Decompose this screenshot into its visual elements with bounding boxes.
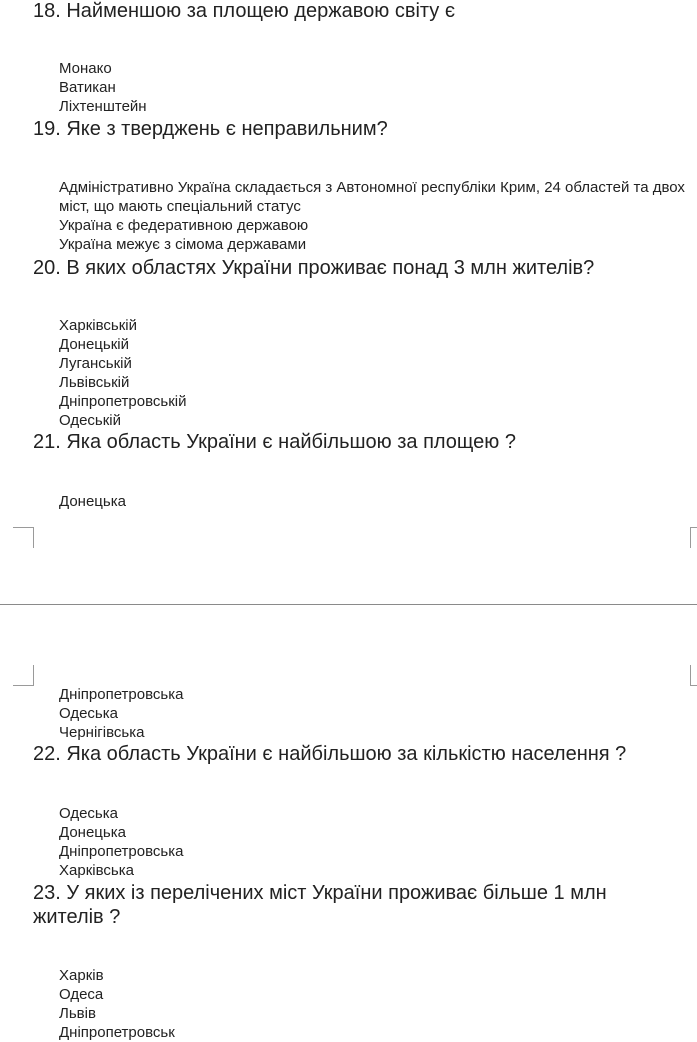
option: Чернігівська [59, 724, 145, 741]
question-19-options [59, 178, 693, 254]
option: Харківська [59, 862, 134, 879]
question-22-options [59, 804, 183, 880]
option: Ліхтенштейн [59, 98, 147, 115]
option: Донецькій [59, 336, 129, 353]
question-20-title: 20. В яких областях України проживає понад 3 млн жителів? [33, 257, 595, 279]
question-18-title: 18. Найменшою за площею державою світу є [33, 0, 456, 22]
question-19-title: 19. Яке з тверджень є неправильним? [33, 118, 388, 140]
question-18-options [59, 59, 147, 116]
question-21-title: 21. Яка область України є найбільшою за площею ? [33, 431, 516, 453]
option: Одеській [59, 412, 122, 429]
page-corner-mark [690, 665, 697, 686]
page-corner-mark [13, 527, 34, 548]
question-21-options-continued [59, 685, 183, 742]
question-21-options [59, 492, 126, 511]
option: Монако [59, 60, 112, 77]
option: Донецька [59, 493, 126, 510]
option: Одеська [59, 705, 118, 722]
page-corner-mark [690, 527, 697, 548]
option: Одеса [59, 986, 104, 1003]
question-20-options [59, 316, 187, 430]
option: Львів [59, 1005, 96, 1022]
option: Дніпропетровська [59, 686, 184, 703]
option: Одеська [59, 805, 118, 822]
option: Дніпропетровська [59, 843, 184, 860]
option: Донецька [59, 824, 126, 841]
page-corner-mark [13, 665, 34, 686]
question-23-options [59, 966, 175, 1042]
option: Дніпропетровськ [59, 1024, 175, 1041]
option: Ватикан [59, 79, 116, 96]
option: Харківській [59, 317, 137, 334]
option: Львівській [59, 374, 130, 391]
option: Адміністративно Україна складається з Автономної республіки Крим, 24 областей та двох міст, що мають спеціальний статус [59, 179, 685, 215]
option: Дніпропетровській [59, 393, 187, 410]
page-break-divider [0, 604, 697, 605]
option: Україна межує з сімома державами [59, 236, 307, 253]
question-23-title: 23. У яких із перелічених міст України проживає більше 1 млн жителів ? [33, 882, 607, 928]
option: Україна є федеративною державою [59, 217, 309, 234]
option: Харків [59, 967, 104, 984]
question-22-title: 22. Яка область України є найбільшою за кількістю населення ? [33, 743, 627, 765]
option: Луганській [59, 355, 132, 372]
